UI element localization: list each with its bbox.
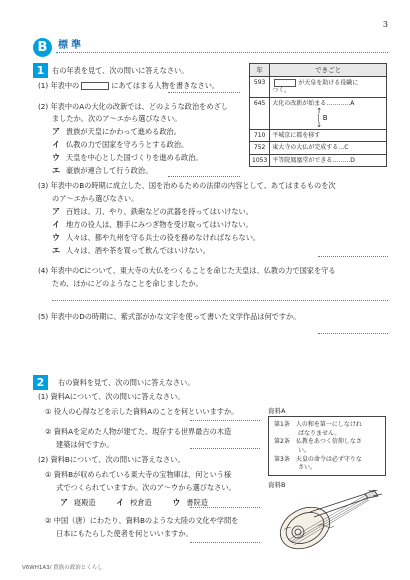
q1-p4-line1 [38,266,336,275]
table-event: 平等院鳳凰堂ができる………D [270,154,387,167]
q2-p1-s2-line1 [45,427,231,436]
choice-letter: イ [52,220,60,229]
table-event [270,77,387,98]
choice-text: 貴族が天皇にかわって進める政治。 [66,127,181,136]
biwa-instrument-image [270,490,385,552]
q2-p2-s1-answer-line[interactable] [190,507,260,508]
choice-letter: イ [52,140,60,149]
table-event-text2: つく。 [272,87,291,95]
q2-p1-s2-answer-line[interactable] [190,448,260,449]
table-row [250,77,387,98]
choice-text: 豪族が連合して行う政治。 [66,166,153,175]
table-row [250,142,387,155]
q2-p2-s1-text1: 資料Bが収められている東大寺の宝物庫は、何という様 [53,470,232,479]
q1-p3-choice-a [52,207,253,217]
q1-p4-answer-line[interactable] [52,300,388,301]
period-arrow: ↑ │ B ↓ [316,106,328,129]
timeline-table [249,63,387,167]
q1-p2-choice-e [52,166,152,176]
q1-p5-text: 年表中のDの時期に、紫式部がかな文字を使って書いた文学作品は何ですか。 [50,312,301,321]
shiryo-a-box [268,416,386,476]
table-year: 593 [250,77,270,98]
page-number: 3 [382,20,388,29]
q1-p1-post: にあてはまる人物を書きなさい。 [111,81,220,90]
q1-p2-choice-i [52,140,188,150]
q1-p2-choice-a [52,127,181,137]
choice-letter: エ [52,246,60,255]
choice-letter: ア [52,127,60,136]
q1-p3-line2: のア〜エから選びなさい。 [52,194,139,203]
q2-p2-s2-answer-line[interactable] [190,542,260,543]
shiryo-a-line: い。 [274,447,311,455]
q1-p2-line1 [38,102,228,111]
q2-p1-s1-answer-line[interactable] [190,420,260,421]
table-year: 645 [250,97,270,129]
q2-p2-label: (2) [38,455,49,464]
table-header-event: できごと [270,64,387,77]
q1-p3-answer-line[interactable] [318,256,388,257]
question-2-intro: 右の資料を見て、次の問いに答えなさい。 [58,378,195,387]
q1-p4-text1: 年表中のCについて、東大寺の大仏をつくることを命じた天皇は、仏教の力で国家を守る [50,266,336,275]
q2-p2-s1-line2: 式でつくられていますか。次のア〜ウから選びなさい。 [56,483,236,492]
question-1-number: 1 [33,63,48,78]
table-header-year: 年 [250,64,270,77]
q1-p5-answer-line[interactable] [318,333,388,334]
q2-p1-text: 資料Aについて、次の問いに答えなさい。 [50,392,185,401]
choice-text: 仏教の力で国家を守ろうとする政治。 [66,140,189,149]
section-divider [56,52,388,53]
choice-letter: ウ [52,233,60,242]
q2-p1-s2-line2: 建築は何ですか。 [56,440,114,449]
choice-text: 百姓は、刀、やり、鉄砲などの武器を持ってはいけない。 [66,207,253,216]
table-year: 1053 [250,154,270,167]
q2-p1-s1-label: ① [45,407,52,416]
q1-p2-answer-line[interactable] [168,176,240,177]
q1-p1-answer-line[interactable] [168,92,240,93]
choice-letter: ア [60,498,68,507]
table-row [250,154,387,167]
q1-p5 [38,312,300,321]
shiryo-b-label: 資料B [268,481,286,489]
q2-p1-s1 [45,407,238,416]
choice-letter: エ [52,166,60,175]
q1-p2-text1: 年表中のAの大化の改新では、どのような政治をめざし [50,102,228,111]
choice-text: 寝殿造 [74,498,96,507]
q2-p1-s1-text: 役人の心得などを示した資料Aのことを何といいますか。 [53,407,239,416]
q2-p2-s2-line2: 日本にもたらした使者を何といいますか。 [56,529,193,538]
q2-p1-label: (1) [38,392,49,401]
q1-p3-choice-e [52,246,210,256]
q1-p1 [38,81,219,90]
choice-letter: ア [52,207,60,216]
shiryo-a-line: 第3条 天皇の命令は必ず守りな [274,455,362,463]
q2-p2-s1-label: ① [45,470,52,479]
choice-text: 校倉造 [130,498,152,507]
q1-p3-choice-u [52,233,260,243]
choice-letter: ウ [172,498,181,507]
choice-text: 地方の役人は、勝手にみつぎ物を受け取ってはいけない。 [66,220,253,229]
blank-box [274,79,296,87]
table-event-text: 大化の改新が始まる…………A [272,99,355,107]
question-1-intro: 右の年表を見て、次の問いに答えなさい。 [52,66,189,75]
shiryo-a-line: さい。 [274,464,317,472]
q1-p4-label: (4) [38,266,49,275]
q1-p3-line1 [38,181,336,190]
table-event-text: が天皇を助ける役職に [298,79,359,87]
table-event: 平城京に都を移す [270,129,387,142]
q1-p3-text1: 年表中のBの時期に成立した、国を治めるための法律の内容として、あてはまるものを次 [50,181,336,190]
question-2-number: 2 [33,375,48,390]
q2-p1-s2-text1: 資料Aを定めた人物が建てた、現存する世界最古の木造 [53,427,232,436]
q1-p2-label: (2) [38,102,49,111]
table-row [250,129,387,142]
shiryo-a-label: 資料A [268,407,286,415]
choice-text: 人々は、都や九州を守る兵士の役を務めなければならない。 [66,233,261,242]
choice-text: 天皇を中心とした国づくりを進める政治。 [66,153,203,162]
q1-p4-line2: ため、ほかにどのようなことを命じましたか。 [52,279,203,288]
choice-letter: イ [116,498,125,507]
q1-p2-choice-u [52,153,203,163]
q1-p2-line2: ましたか。次のア〜エから選びなさい。 [52,114,182,123]
q2-p2-s2-text1: 中国（唐）にわたり、資料Bのような大陸の文化や学問を [53,516,239,525]
shiryo-a-line: 第2条 仏教をあつく信仰しなさ [274,438,362,446]
table-year: 710 [250,129,270,142]
footer: V6WH1A3/ 貴族の政治とくらし [22,565,103,571]
q2-p2-s2-label: ② [45,516,52,525]
q2-p2-s1-line1 [45,470,231,479]
choice-text: 書院造 [186,498,208,507]
q2-p2 [38,455,185,464]
table-header-row [250,64,387,77]
table-event [270,97,387,129]
q1-p1-pre: 年表中の [50,81,80,90]
q2-p2-s2-line1 [45,516,238,525]
shiryo-a-line: 第1条 人の和を第一にしなけれ [274,421,362,428]
q2-p1 [38,392,185,401]
q2-p2-s1-choices [60,498,208,508]
table-year: 752 [250,142,270,155]
section-badge: B [33,38,52,57]
choice-text: 人々は、酒や茶を買って飲んではいけない。 [66,246,210,255]
q2-p2-text: 資料Bについて、次の問いに答えなさい。 [50,455,185,464]
section-title: 標準 [58,40,84,51]
q1-p1-label: (1) [38,81,49,90]
period-label-b: B [322,113,328,122]
shiryo-a-line: ばなりません。 [274,429,341,437]
choice-letter: ウ [52,153,60,162]
q1-p3-choice-i [52,220,253,230]
table-event: 東大寺の大仏が完成する…C [270,142,387,155]
q1-p5-label: (5) [38,312,49,321]
blank-box [81,82,109,90]
table-row [250,97,387,129]
q1-p3-label: (3) [38,181,49,190]
q2-p1-s2-label: ② [45,427,52,436]
